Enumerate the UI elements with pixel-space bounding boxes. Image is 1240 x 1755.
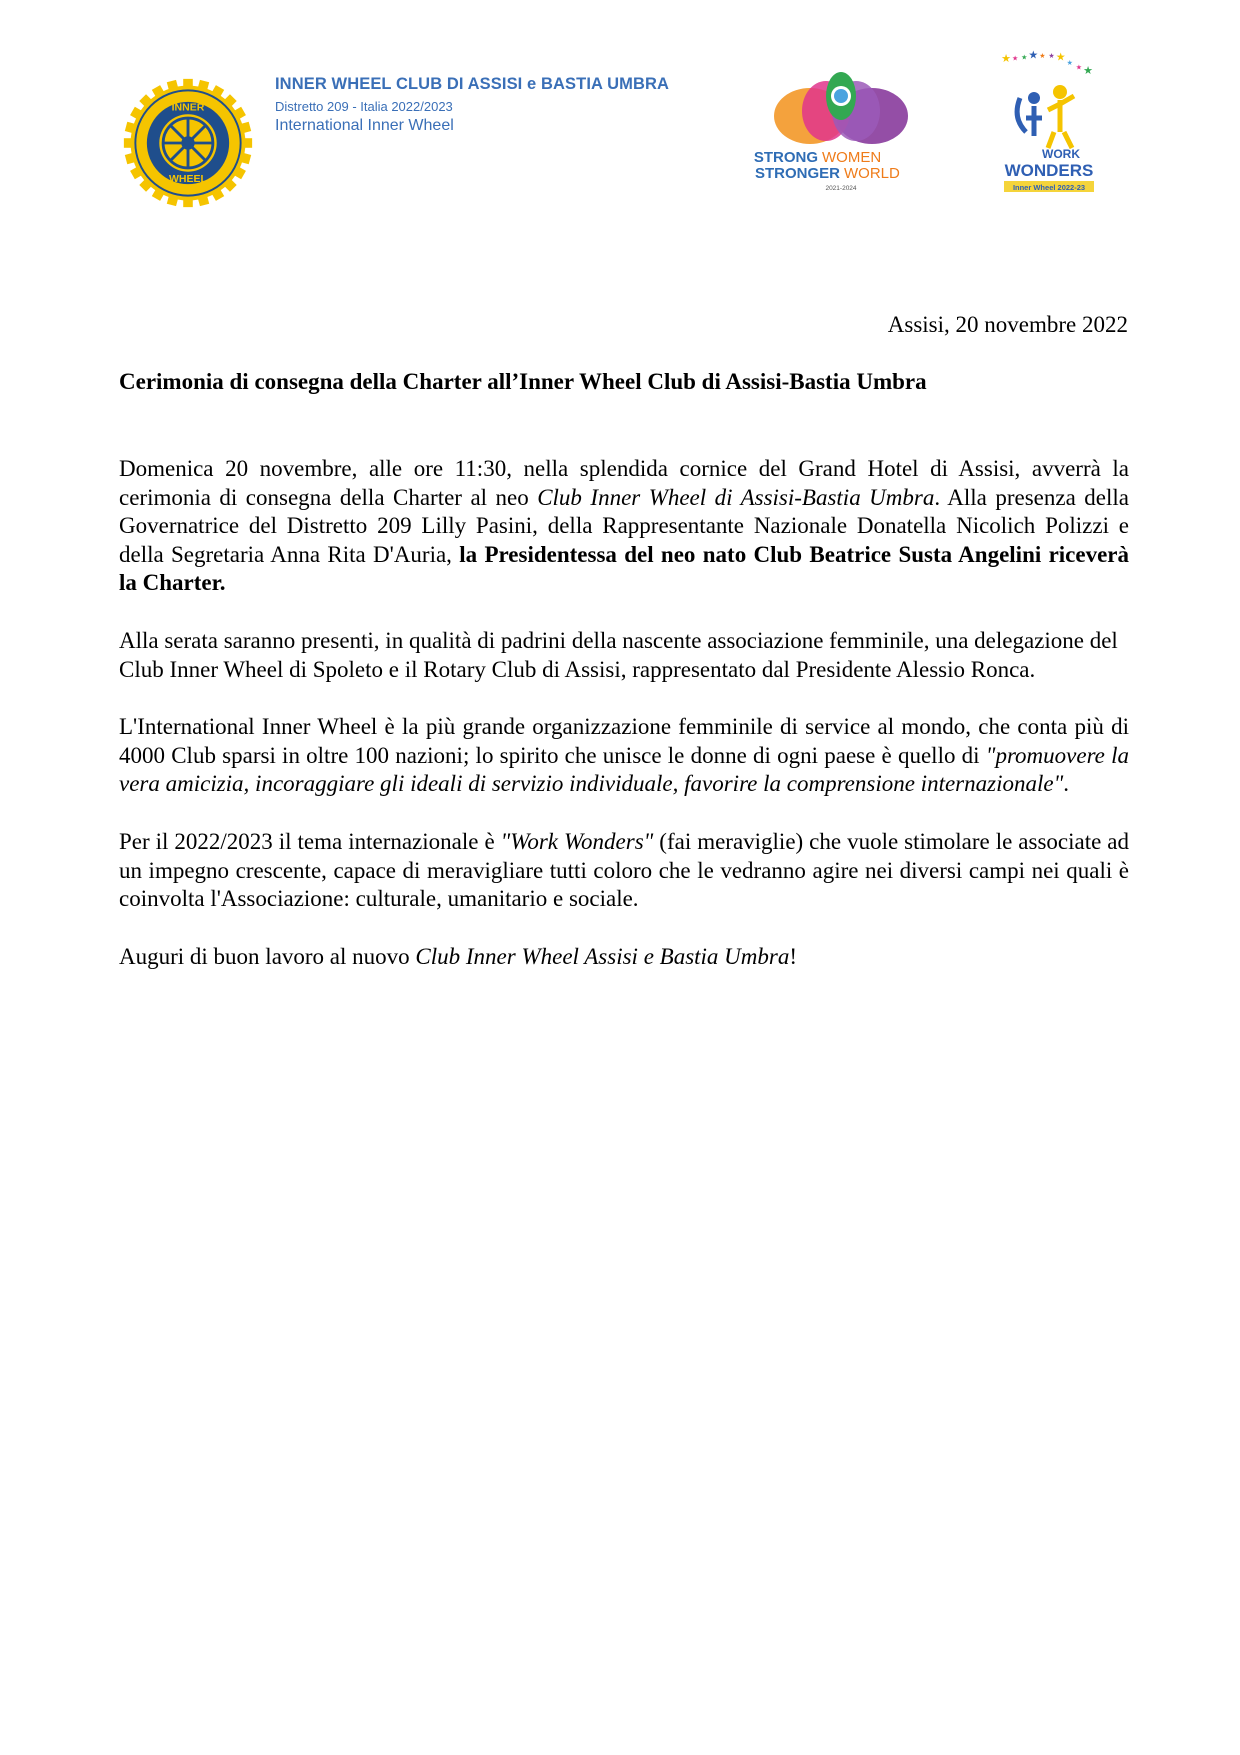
- svg-text:★: ★: [1011, 54, 1019, 63]
- district-line: Distretto 209 - Italia 2022/2023: [275, 99, 453, 114]
- paragraph-5: Auguri di buon lavoro al nuovo Club Inner Wheel Assisi e Bastia Umbra!: [119, 943, 798, 969]
- svg-text:2021-2024: 2021-2024: [825, 185, 857, 192]
- svg-text:STRONGER: STRONGER: [754, 165, 840, 182]
- svg-text:★: ★: [1083, 65, 1093, 77]
- svg-text:★: ★: [1048, 52, 1055, 61]
- paragraph-3: L'International Inner Wheel è la più grande organizzazione femminile di service al mondo, che conta più di 4000 Club sparsi in oltre 100 nazioni; lo spirito che unisce le donne di ogni paese è quello di "promuovere la vera amicizia, incoraggiare gli ideali di servizio individuale, favorire la comprensione internazionale".: [119, 714, 1129, 797]
- theme-name: "Work Wonders": [500, 828, 654, 854]
- paragraph-1: Domenica 20 novembre, alle ore 11:30, nella splendida cornice del Grand Hotel di Assisi, avverrà la cerimonia di consegna della Charter al neo Club Inner Wheel di Assisi-Bastia Umbra. Alla presenza della Governatrice del Distretto 209 Lilly Pasini, della Rappresentante Nazionale Donatella Nicolich Polizzi e della Segretaria Anna Rita D'Auria, la Presidentessa del neo nato Club Beatrice Susta Angelini riceverà la Charter.: [119, 456, 1130, 596]
- document-date: Assisi, 20 novembre 2022: [887, 312, 1128, 337]
- letterhead: [275, 75, 669, 135]
- svg-text:★: ★: [1001, 53, 1011, 65]
- svg-text:★: ★: [1055, 51, 1066, 64]
- strong-women-lotus-icon: [753, 66, 916, 198]
- motto-quote: "promuovere la vera amicizia, incoraggiare gli ideali di servizio individuale, favorire la comprensione internazionale": [119, 742, 1129, 797]
- document-title: Cerimonia di consegna della Charter all’Inner Wheel Club di Assisi-Bastia Umbra: [119, 369, 927, 394]
- svg-text:★: ★: [1066, 58, 1073, 67]
- club-name: INNER WHEEL CLUB DI ASSISI e BASTIA UMBRA: [275, 75, 670, 93]
- svg-text:WHEEL: WHEEL: [169, 173, 207, 186]
- work-wonders-figures-icon: [998, 40, 1100, 200]
- svg-text:WOMEN: WOMEN: [822, 149, 882, 166]
- svg-text:WORK: WORK: [1042, 147, 1080, 161]
- svg-text:WORLD: WORLD: [844, 165, 900, 182]
- president-statement: la Presidentessa del neo nato Club Beatrice Susta Angelini riceverà la Charter.: [119, 541, 1130, 596]
- paragraph-2: Alla serata saranno presenti, in qualità di padrini della nascente associazione femminile, una delegazione del Club Inner Wheel di Spoleto e il Rotary Club di Assisi, rappresentato dal Presidente Alessio Ronca.: [119, 627, 1118, 682]
- paragraph-4: Per il 2022/2023 il tema internazionale è "Work Wonders" (fai meraviglie) che vuole stimolare le associate ad un impegno crescente, capace di meravigliare tutti coloro che le vedranno agire nei diversi campi nei quali è coinvolta l'Associazione: culturale, umanitario e sociale.: [119, 828, 1129, 912]
- club-name-italic: Club Inner Wheel di Assisi-Bastia Umbra: [537, 484, 935, 510]
- inner-wheel-emblem-icon: [118, 76, 258, 210]
- club-name-closing: Club Inner Wheel Assisi e Bastia Umbra: [415, 943, 790, 969]
- svg-text:★: ★: [1028, 49, 1039, 62]
- svg-text:WONDERS: WONDERS: [1004, 161, 1094, 180]
- svg-text:★: ★: [1039, 52, 1046, 61]
- svg-text:★: ★: [1021, 53, 1028, 62]
- document-body: [119, 455, 1129, 1000]
- svg-text:STRONG: STRONG: [753, 149, 818, 166]
- svg-text:★: ★: [1075, 63, 1083, 72]
- svg-text:INNER: INNER: [171, 101, 205, 114]
- svg-text:Inner Wheel 2022-23: Inner Wheel 2022-23: [1012, 183, 1086, 192]
- international-line: International Inner Wheel: [275, 117, 454, 134]
